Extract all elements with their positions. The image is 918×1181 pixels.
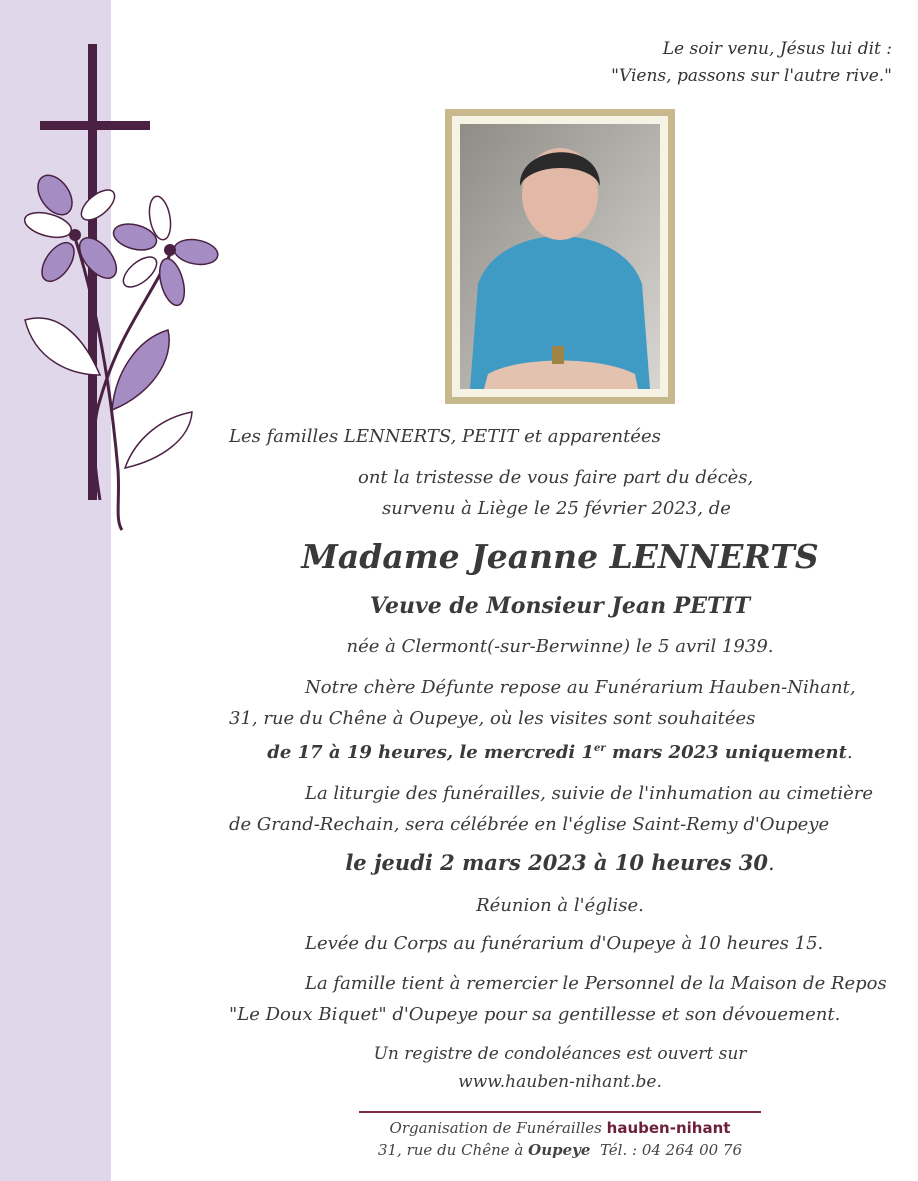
- birth-line: née à Clermont(-sur-Berwinne) le 5 avril 1939.: [346, 636, 774, 657]
- portrait-frame: [445, 109, 675, 404]
- meeting-line: Réunion à l'église.: [476, 895, 644, 916]
- condolences-line-1: Un registre de condoléances est ouvert sur: [373, 1044, 747, 1064]
- visits-line-1: Notre chère Défunte repose au Funérarium Hauben-Nihant,: [305, 677, 856, 698]
- footer-organisation: Organisation de Funérailles hauben-nihant: [389, 1119, 731, 1137]
- levee-line: Levée du Corps au funérarium d'Oupeye à 10 heures 15.: [305, 933, 824, 954]
- flower-right: [111, 195, 220, 308]
- funeral-date: le jeudi 2 mars 2023 à 10 heures 30.: [345, 850, 775, 875]
- visits-when: de 17 à 19 heures, le mercredi 1er mars 2023 uniquement.: [267, 742, 853, 763]
- visits-line-2: 31, rue du Chêne à Oupeye, où les visites sont souhaitées: [229, 708, 756, 729]
- widow-line: Veuve de Monsieur Jean PETIT: [369, 593, 751, 619]
- cross-horizontal: [40, 121, 150, 130]
- footer-divider: [359, 1111, 761, 1113]
- flower-left: [22, 169, 123, 287]
- families-line: Les familles LENNERTS, PETIT et apparentées: [229, 426, 661, 447]
- thanks-line-2: "Le Doux Biquet" d'Oupeye pour sa gentillesse et son dévouement.: [229, 1004, 841, 1025]
- quote-line-2: "Viens, passons sur l'autre rive.": [611, 66, 892, 86]
- death-place-date: survenu à Liège le 25 février 2023, de: [382, 498, 731, 519]
- brand-logo-text: hauben-nihant: [606, 1119, 731, 1137]
- cross-and-flowers-decoration: [0, 0, 230, 540]
- funeral-line-2: de Grand-Rechain, sera célébrée en l'église Saint-Remy d'Oupeye: [229, 814, 830, 835]
- leaf-right: [125, 412, 192, 468]
- footer-address: 31, rue du Chêne à Oupeye Tél. : 04 264 00 76: [377, 1141, 743, 1159]
- funeral-line-1: La liturgie des funérailles, suivie de l'inhumation au cimetière: [305, 783, 874, 804]
- sadness-line: ont la tristesse de vous faire part du décès,: [358, 467, 754, 488]
- thanks-line-1: La famille tient à remercier le Personnel de la Maison de Repos: [305, 973, 887, 994]
- deceased-name: Madame Jeanne LENNERTS: [301, 537, 819, 576]
- condolences-url[interactable]: www.hauben-nihant.be.: [458, 1072, 662, 1092]
- bible-quote: [611, 36, 892, 90]
- portrait-photo: [460, 124, 660, 389]
- quote-line-1: Le soir venu, Jésus lui dit :: [662, 39, 892, 59]
